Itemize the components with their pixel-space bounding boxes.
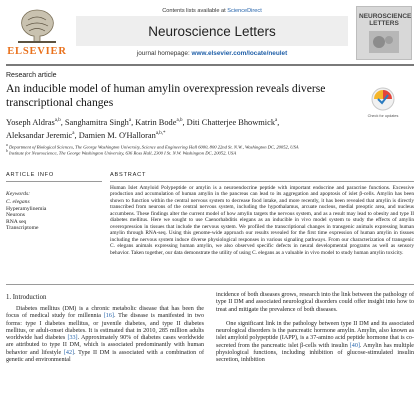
author-list: Yoseph Aldras$^{a,b}$, Sanghamitra Singh$^a$, Katrin Bode$^{a,b}$, Diti Chatterjee Bhowmick$^a$, Aleksandar Jeremic$^a$, Damien M. O'Halloran$^{a,b,*}$ — [6, 117, 280, 140]
crossmark-label: Check for updates — [367, 114, 399, 118]
affiliation-text: Institute for Neuroscience, The George Washington University, 636 Ross Hall, 2300 I St. N.W. Washington DC, 20052, USA — [8, 150, 237, 156]
homepage-link[interactable]: www.elsevier.com/locate/neulet — [191, 50, 288, 57]
abstract-heading: ABSTRACT — [110, 172, 147, 178]
contents-line — [76, 8, 348, 14]
author-name[interactable]: Katrin Bode — [135, 117, 177, 127]
abstract-rule — [110, 181, 414, 182]
body-text: One significant link in the pathology between type II DM and its associated neurological disorders is the pancreatic hormone amylin. Amylin, also known as islet amyloid polypeptide (IAPP), is a 37-amino acid peptide hormone that is co-secreted from the pancreatic islet β-cells with insulin — [216, 320, 414, 349]
elsevier-logo[interactable] — [6, 6, 68, 58]
article-type: Research article — [6, 72, 57, 79]
introduction-heading: 1. Introduction — [6, 294, 47, 301]
keyword-item[interactable]: Transcriptome — [6, 225, 39, 232]
author-name[interactable]: Diti Chatterjee Bhowmick — [186, 117, 276, 127]
article-title: An inducible model of human amylin overexpression reveals diverse transcriptional changes — [6, 82, 326, 109]
body-text: Diabetes mellitus (DM) is a chronic metabolic disease that has been the focus of medical study for millennia — [6, 306, 204, 320]
citation-link[interactable]: [33] — [67, 335, 78, 341]
affiliation-b — [6, 149, 412, 156]
affiliation-marker: a — [6, 143, 8, 147]
keyword-item[interactable]: C. elegans — [6, 199, 30, 205]
body-text: . Amylin has multiple physiological functions, including inhibition of glucose-stimulated insulin secretion, inhibition — [216, 342, 414, 363]
author-affiliation-marker: a — [128, 118, 132, 123]
homepage-prefix: journal homepage: — [136, 50, 190, 57]
author-affiliation-marker: a,b — [54, 118, 61, 123]
citation-link[interactable]: [40] — [349, 342, 360, 349]
body-text: . Type II DM is associated with a combination of genetic and environmental — [6, 349, 205, 363]
abstract-bottom-rule — [6, 284, 414, 285]
author-name[interactable]: Aleksandar Jeremic — [6, 130, 73, 140]
crossmark-icon[interactable] — [370, 86, 396, 114]
body-paragraph — [216, 321, 414, 365]
sciencedirect-link[interactable]: ScienceDirect — [227, 8, 262, 14]
keyword-item[interactable]: Neurons — [6, 212, 25, 219]
body-paragraph: incidence of both diseases grows, research into the link between the pathology of type II DM and associated neurological disorders could offer insight into how to treat and mitigate the prevalence of both diseases. — [216, 292, 414, 313]
author-name[interactable]: Yoseph Aldras — [6, 117, 55, 127]
author-affiliation-marker: a,b — [176, 118, 183, 123]
abstract-text: Human Islet Amyloid Polypeptide or amylin is a neuroendocrine peptide with important endocrine and paracrine functions. Excessive production and accumulation of human amylin in the pancreas can lead to its aggregation and apoptosis of islet β-cells. Amylin has been shown to function within the central nervous system to decrease food intake, and more recently, it has been revealed that amylin is directly transcribed from neurons of the central nervous system, including the hypothalamus, arcuate nucleus, medial preoptic area, and nucleus accumbens. These findings alter the current model of how amylin targets the nervous system, and as a result may lead to obesity and type II diabetes mellitus. Here we sought to use Caenorhabditis elegans as an inducible in vivo model system to study the effects of amylin overexpression in tissues that include the nervous system. We profiled the transcriptional changes in transgenic animals expressing human amylin through RNA-seq. Using this genome-wide approach our results revealed for the first time expression of human amylin in tissues including the nervous system induce diverse physiological responses in various signaling pathways. From our characterization of transgenic C. elegans animals expressing human amylin, we also observed specific defects in neural developmental programs as well as sensory behavior. Taken together, our data demonstrate the utility of using C. elegans as a valuable in vivo model to study human amylin toxicity. — [110, 185, 414, 256]
journal-title-band — [76, 16, 348, 46]
author-affiliation-marker: a — [72, 130, 75, 136]
keyword-item[interactable]: RNA seq — [6, 218, 27, 225]
masthead — [76, 4, 348, 62]
article-info-heading: ARTICLE INFO — [6, 172, 55, 178]
publisher-name: ELSEVIER — [7, 46, 67, 57]
keywords-label: Keywords: — [6, 191, 31, 197]
body-paragraph — [6, 306, 204, 364]
affiliation-marker: b — [6, 149, 8, 153]
affiliation-text: Department of Biological Sciences, The George Washington University, Science and Engineering Hall 6000, 800 22nd St. N.W., Washington DC, 20052, USA — [8, 144, 299, 150]
journal-cover-thumbnail[interactable] — [356, 6, 412, 60]
body-column-right — [216, 292, 414, 364]
header-rule — [6, 64, 414, 66]
body-text: . The disease is manifested in two forms: type I diabetes mellitus, or juvenile diabetes, and type II diabetes mellitus, or adult-onset diabetes. It is estimated that in 2010, 285 million adults worldwide had diabetes — [6, 313, 204, 341]
journal-title: Neuroscience Letters — [148, 23, 276, 39]
author-affiliation-marker: a,b,* — [155, 130, 166, 136]
journal-header — [6, 4, 414, 62]
cover-title: NEUROSCIENCE LETTERS — [359, 13, 412, 27]
body-column-left — [6, 306, 204, 364]
body-text: . Approximately 90% of diabetes cases worldwide are attributed to type II DM, which is associated predominantly with human behavior and lifestyle — [6, 335, 204, 356]
citation-link[interactable]: [42] — [63, 349, 75, 356]
citation-link[interactable]: [16] — [103, 313, 114, 320]
article-info-rule — [6, 181, 102, 182]
keyword-item[interactable]: Hyperamylinemia — [6, 205, 47, 212]
elsevier-tree-icon — [14, 6, 60, 44]
keyword-list — [6, 199, 46, 232]
cover-art-icon — [369, 31, 399, 53]
homepage-line — [76, 50, 348, 57]
author-name[interactable]: Sanghamitra Singh — [64, 117, 129, 127]
contents-prefix: Contents lists available at — [162, 8, 226, 14]
author-affiliation-marker: a — [275, 118, 278, 123]
author-name[interactable]: Damien M. O'Halloran — [78, 130, 156, 140]
